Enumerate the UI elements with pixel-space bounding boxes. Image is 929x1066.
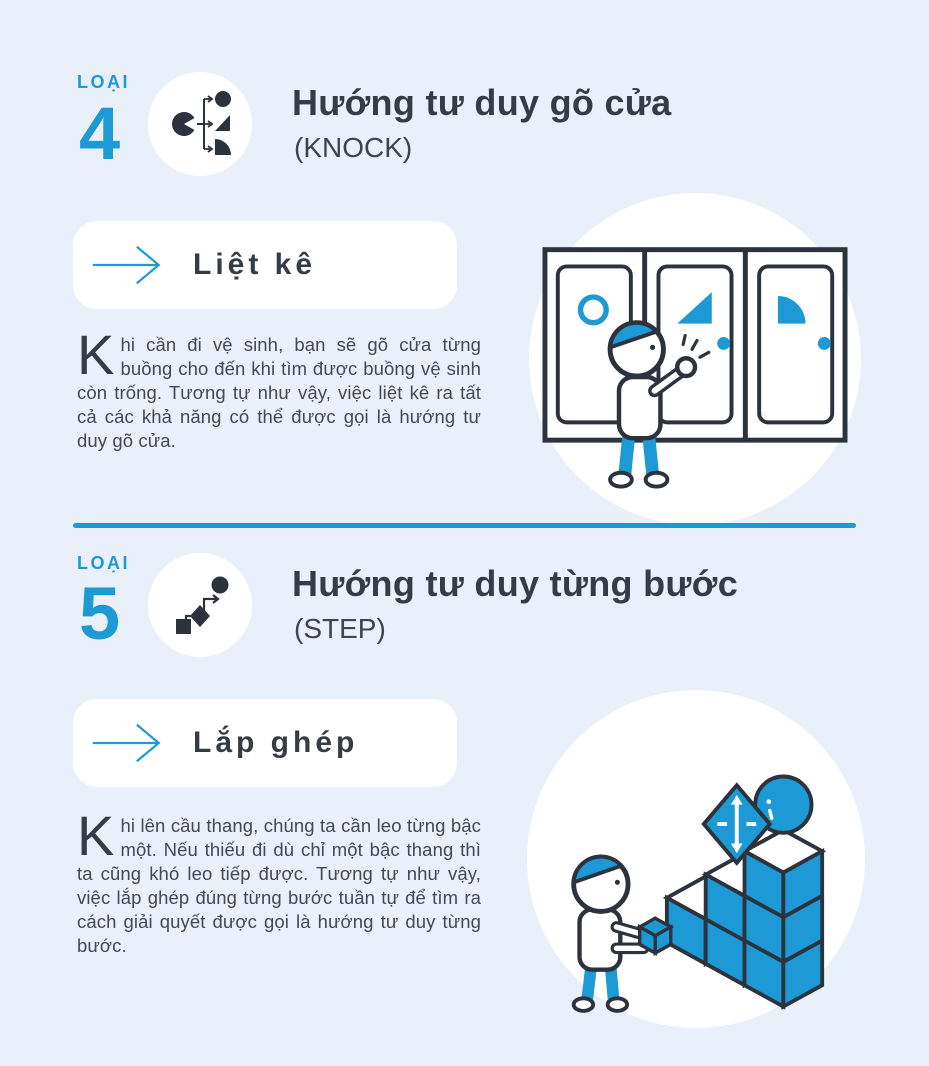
- person-building-steps-illustration: [527, 690, 865, 1028]
- body-paragraph: [77, 323, 481, 453]
- step-shapes-icon: [148, 553, 252, 657]
- type-label: LOẠI: [77, 553, 130, 573]
- dropcap-letter: K: [77, 323, 115, 386]
- type-number: 4: [79, 92, 121, 175]
- section-subtitle: (STEP): [294, 613, 386, 644]
- type-number: 5: [79, 572, 121, 655]
- dropcap-letter: K: [77, 804, 115, 867]
- knock-doors-graphic: [542, 245, 848, 507]
- keyword-label: Liệt kê: [193, 248, 317, 281]
- type-label: LOẠI: [77, 72, 130, 92]
- section-title: Hướng tư duy từng bước: [292, 563, 739, 604]
- keyword-card: [73, 699, 457, 787]
- long-right-arrow-icon: [93, 242, 177, 288]
- section-subtitle: (KNOCK): [294, 132, 413, 163]
- keyword-card: [73, 221, 457, 309]
- step-blocks-graphic: [531, 697, 861, 1021]
- paragraph-text: hi cần đi vệ sinh, bạn sẽ gõ cửa từng buồng cho đến khi tìm được buồng vệ sinh còn trống. Tương tự như vậy, việc liệt kê ra tất cả các khả năng có thể được gọi là hướng tư duy gõ cửa.: [77, 334, 481, 451]
- branching-shapes-icon-graphic: [164, 84, 236, 164]
- step-shapes-icon-graphic: [164, 569, 236, 641]
- paragraph-text: hi lên cầu thang, chúng ta cần leo từng bậc một. Nếu thiếu đi dù chỉ một bậc thang thì ta cũng khó leo tiếp được. Tương tự như vậy, việc lắp ghép đúng từng bước tuần tự để tìm ra cách giải quyết được gọi là hướng tư duy từng bước.: [77, 815, 481, 956]
- branching-shapes-icon: [148, 72, 252, 176]
- long-right-arrow-icon: [93, 720, 177, 766]
- section-title: Hướng tư duy gõ cửa: [292, 82, 672, 123]
- body-paragraph: [77, 804, 481, 958]
- keyword-label: Lắp ghép: [193, 726, 359, 759]
- section-divider: [73, 523, 856, 528]
- person-knocking-on-doors-illustration: [529, 193, 861, 525]
